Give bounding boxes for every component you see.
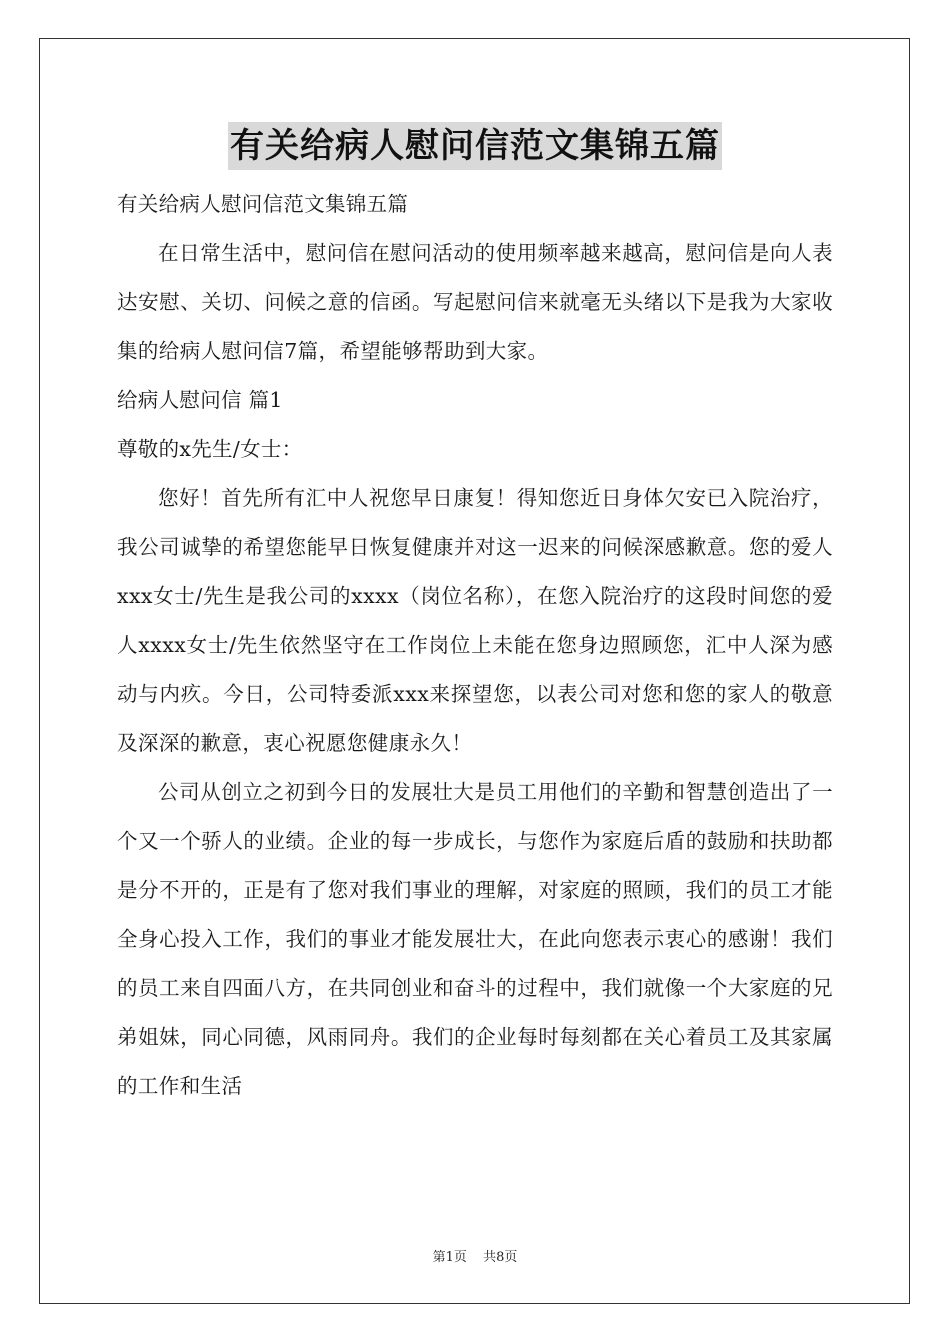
page-footer xyxy=(0,1246,950,1265)
document-subtitle: 有关给病人慰问信范文集锦五篇 xyxy=(117,192,409,216)
title-container xyxy=(0,122,950,170)
body-paragraph-1: 您好！首先所有汇中人祝您早日康复！得知您近日身体欠安已入院治疗，我公司诚挚的希望您能早日恢复健康并对这一迟来的问候深感歉意。您的爱人xxx女士/先生是我公司的xxxx（岗位名称），在您入院治疗的这段时间您的爱人xxxx女士/先生依然坚守在工作岗位上未能在您身边照顾您，汇中人深为感动与内疚。今日，公司特委派xxx来探望您，以表公司对您和您的家人的敬意及深深的歉意，衷心祝愿您健康永久！ xyxy=(117,486,833,755)
section-heading: 给病人慰问信 篇1 xyxy=(117,388,283,412)
intro-paragraph: 在日常生活中，慰问信在慰问活动的使用频率越来越高，慰问信是向人表达安慰、关切、问候之意的信函。写起慰问信来就毫无头绪以下是我为大家收集的给病人慰问信7篇，希望能够帮助到大家。 xyxy=(117,241,833,363)
page-number: 第1页 xyxy=(432,1250,467,1265)
page-total: 共8页 xyxy=(483,1250,518,1265)
document-title: 有关给病人慰问信范文集锦五篇 xyxy=(228,122,722,170)
body-paragraph-2: 公司从创立之初到今日的发展壮大是员工用他们的辛勤和智慧创造出了一个又一个骄人的业绩。企业的每一步成长，与您作为家庭后盾的鼓励和扶助都是分不开的，正是有了您对我们事业的理解，对家庭的照顾，我们的员工才能全身心投入工作，我们的事业才能发展壮大，在此向您表示衷心的感谢！我们的员工来自四面八方，在共同创业和奋斗的过程中，我们就像一个大家庭的兄弟姐妹，同心同德，风雨同舟。我们的企业每时每刻都在关心着员工及其家属的工作和生活 xyxy=(117,780,833,1098)
document-body xyxy=(117,180,833,1111)
salutation: 尊敬的x先生/女士： xyxy=(117,437,303,461)
